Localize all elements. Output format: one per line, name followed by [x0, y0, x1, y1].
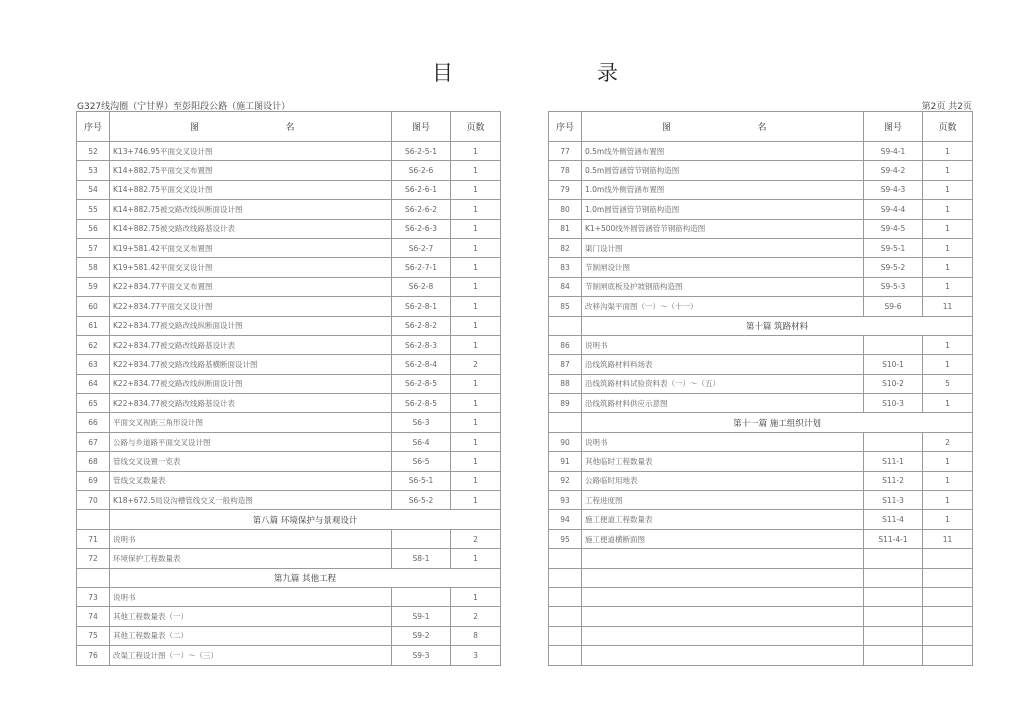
- row-page-count: 1: [451, 238, 501, 257]
- row-drawing-code: S10-1: [864, 355, 923, 374]
- row-drawing-code: S6-2-8-5: [392, 374, 451, 393]
- row-drawing-code: S6-2-8-2: [392, 316, 451, 335]
- row-drawing-name: 说明书: [582, 335, 864, 354]
- section-seq-cell: [549, 316, 582, 335]
- table-row: [77, 646, 501, 665]
- row-drawing-name: 说明书: [110, 529, 392, 548]
- table-row: [549, 491, 973, 510]
- row-page-count: [923, 549, 973, 568]
- row-drawing-name: 其他工程数量表（二）: [110, 626, 392, 645]
- row-seq: 84: [549, 277, 582, 296]
- row-seq: [549, 626, 582, 645]
- row-seq: 73: [77, 587, 110, 606]
- row-page-count: 1: [451, 413, 501, 432]
- row-page-count: 1: [451, 316, 501, 335]
- col-pages-header: 页数: [451, 112, 501, 142]
- row-drawing-code: [864, 646, 923, 665]
- row-seq: 52: [77, 142, 110, 161]
- row-page-count: 2: [923, 432, 973, 451]
- row-page-count: 1: [923, 471, 973, 490]
- row-seq: 77: [549, 142, 582, 161]
- row-drawing-code: [864, 568, 923, 587]
- table-row: [549, 510, 973, 529]
- row-page-count: [923, 607, 973, 626]
- row-seq: 72: [77, 549, 110, 568]
- row-page-count: [923, 626, 973, 645]
- row-drawing-code: S9-4-2: [864, 161, 923, 180]
- row-drawing-code: [864, 432, 923, 451]
- row-drawing-name: K14+882.75被交路改线纵断面设计图: [110, 200, 392, 219]
- row-page-count: 1: [923, 142, 973, 161]
- row-drawing-name: [582, 549, 864, 568]
- row-seq: 78: [549, 161, 582, 180]
- col-code-header: 图号: [392, 112, 451, 142]
- row-drawing-code: [392, 587, 451, 606]
- col-name-header: 图 名: [582, 112, 864, 142]
- row-drawing-name: K14+882.75被交路改线路基设计表: [110, 219, 392, 238]
- row-drawing-code: [864, 587, 923, 606]
- row-seq: [549, 607, 582, 626]
- row-seq: 62: [77, 335, 110, 354]
- row-seq: 93: [549, 491, 582, 510]
- row-seq: 90: [549, 432, 582, 451]
- row-seq: 68: [77, 452, 110, 471]
- table-row: [549, 200, 973, 219]
- row-drawing-name: K14+882.75平面交叉设计图: [110, 180, 392, 199]
- table-row: [549, 142, 973, 161]
- row-page-count: 1: [451, 394, 501, 413]
- row-drawing-code: [864, 626, 923, 645]
- row-page-count: 1: [451, 335, 501, 354]
- row-page-count: 1: [451, 549, 501, 568]
- row-drawing-name: K22+834.77平面交叉布置图: [110, 277, 392, 296]
- table-row: [549, 452, 973, 471]
- row-drawing-name: K1+500线外圆管涵管节钢筋构造图: [582, 219, 864, 238]
- row-drawing-name: [582, 587, 864, 606]
- row-page-count: 1: [451, 200, 501, 219]
- row-seq: 71: [77, 529, 110, 548]
- row-seq: 91: [549, 452, 582, 471]
- row-drawing-name: K19+581.42平面交叉布置图: [110, 238, 392, 257]
- row-drawing-name: K13+746.95平面交叉设计图: [110, 142, 392, 161]
- row-drawing-code: S6-2-6-2: [392, 200, 451, 219]
- row-drawing-code: S9-4-4: [864, 200, 923, 219]
- table-row: [77, 413, 501, 432]
- row-page-count: 1: [451, 258, 501, 277]
- row-page-count: 1: [923, 200, 973, 219]
- row-drawing-name: 沿线筑路材料试验资料表（一）～（五）: [582, 374, 864, 393]
- row-page-count: 1: [923, 258, 973, 277]
- row-page-count: 1: [923, 161, 973, 180]
- row-seq: 63: [77, 355, 110, 374]
- row-drawing-code: S11-2: [864, 471, 923, 490]
- col-code-header: 图号: [864, 112, 923, 142]
- row-drawing-code: [392, 529, 451, 548]
- table-row: [549, 432, 973, 451]
- table-row: [77, 335, 501, 354]
- row-drawing-code: S6-2-8-3: [392, 335, 451, 354]
- row-seq: 75: [77, 626, 110, 645]
- table-row: [77, 277, 501, 296]
- row-drawing-name: 改渠工程设计图（一）～（三）: [110, 646, 392, 665]
- table-row: [549, 355, 973, 374]
- row-drawing-code: [864, 549, 923, 568]
- row-drawing-code: S9-1: [392, 607, 451, 626]
- row-seq: 60: [77, 297, 110, 316]
- table-row: [549, 180, 973, 199]
- row-drawing-code: S11-4-1: [864, 529, 923, 548]
- row-drawing-code: S6-5: [392, 452, 451, 471]
- row-drawing-code: S6-2-7: [392, 238, 451, 257]
- row-drawing-name: [582, 607, 864, 626]
- row-page-count: 1: [451, 471, 501, 490]
- row-drawing-name: 0.5m线外侧管涵布置图: [582, 142, 864, 161]
- row-page-count: 1: [923, 452, 973, 471]
- table-row: [549, 297, 973, 316]
- table-row: [77, 355, 501, 374]
- table-row: [77, 142, 501, 161]
- row-drawing-name: K22+834.77被交路改线纵断面设计图: [110, 374, 392, 393]
- row-seq: [549, 587, 582, 606]
- row-seq: 59: [77, 277, 110, 296]
- row-drawing-code: S9-2: [392, 626, 451, 645]
- row-drawing-name: 说明书: [110, 587, 392, 606]
- row-seq: 94: [549, 510, 582, 529]
- row-drawing-code: S6-2-8: [392, 277, 451, 296]
- row-seq: 95: [549, 529, 582, 548]
- row-page-count: 1: [923, 491, 973, 510]
- row-seq: 61: [77, 316, 110, 335]
- row-page-count: 1: [451, 277, 501, 296]
- table-row: [77, 200, 501, 219]
- row-drawing-code: S11-3: [864, 491, 923, 510]
- row-seq: [549, 646, 582, 665]
- row-page-count: 1: [451, 180, 501, 199]
- row-drawing-name: [582, 568, 864, 587]
- table-row: [77, 549, 501, 568]
- row-drawing-name: 公路临时用地表: [582, 471, 864, 490]
- row-drawing-code: S6-2-6-3: [392, 219, 451, 238]
- row-drawing-name: 环境保护工程数量表: [110, 549, 392, 568]
- table-row: [549, 238, 973, 257]
- row-page-count: 1: [451, 452, 501, 471]
- row-seq: 82: [549, 238, 582, 257]
- row-seq: 57: [77, 238, 110, 257]
- table-row: [77, 394, 501, 413]
- col-seq-header: 序号: [549, 112, 582, 142]
- row-drawing-code: S9-6: [864, 297, 923, 316]
- row-seq: 64: [77, 374, 110, 393]
- row-drawing-name: K22+834.77被交路改线纵断面设计图: [110, 316, 392, 335]
- section-title: 第十一篇 施工组织计划: [582, 413, 973, 432]
- row-drawing-name: 沿线筑路材料料场表: [582, 355, 864, 374]
- section-row: [549, 316, 973, 335]
- row-drawing-code: [864, 607, 923, 626]
- row-seq: 85: [549, 297, 582, 316]
- row-drawing-name: 管线交叉设置一览表: [110, 452, 392, 471]
- page-title-part-2: 录: [597, 61, 618, 85]
- row-drawing-code: S6-4: [392, 432, 451, 451]
- row-seq: 81: [549, 219, 582, 238]
- section-row: [77, 510, 501, 529]
- table-row: [77, 297, 501, 316]
- table-row: [549, 374, 973, 393]
- row-drawing-name: K18+672.5局设沟槽管线交叉一般构造图: [110, 491, 392, 510]
- row-drawing-name: 0.5m圆管涵管节钢筋构造图: [582, 161, 864, 180]
- row-drawing-name: 施工便道横断面图: [582, 529, 864, 548]
- row-seq: 83: [549, 258, 582, 277]
- table-row: [549, 394, 973, 413]
- row-page-count: 1: [451, 491, 501, 510]
- row-drawing-code: S9-5-1: [864, 238, 923, 257]
- row-drawing-code: S6-2-6: [392, 161, 451, 180]
- row-page-count: 1: [451, 587, 501, 606]
- row-seq: 79: [549, 180, 582, 199]
- table-row: [77, 607, 501, 626]
- row-drawing-name: 管线交叉数量表: [110, 471, 392, 490]
- table-row: [549, 587, 973, 606]
- row-seq: [549, 549, 582, 568]
- row-page-count: 5: [923, 374, 973, 393]
- index-table-right: [548, 111, 973, 666]
- row-drawing-code: S9-4-1: [864, 142, 923, 161]
- row-drawing-code: S9-4-5: [864, 219, 923, 238]
- row-page-count: 1: [923, 335, 973, 354]
- row-seq: 88: [549, 374, 582, 393]
- row-drawing-name: 施工便道工程数量表: [582, 510, 864, 529]
- table-row: [77, 258, 501, 277]
- index-table-left: [76, 111, 501, 666]
- row-page-count: 1: [451, 142, 501, 161]
- section-title: 第八篇 环境保护与景观设计: [110, 510, 501, 529]
- row-seq: 92: [549, 471, 582, 490]
- table-row: [549, 219, 973, 238]
- row-drawing-name: 节制闸底板及护坡钢筋构造图: [582, 277, 864, 296]
- row-seq: 66: [77, 413, 110, 432]
- row-drawing-code: S10-2: [864, 374, 923, 393]
- row-seq: 74: [77, 607, 110, 626]
- row-drawing-name: 1.0m线外侧管涵布置图: [582, 180, 864, 199]
- row-drawing-code: S6-3: [392, 413, 451, 432]
- row-drawing-name: [582, 626, 864, 645]
- row-drawing-code: S10-3: [864, 394, 923, 413]
- table-row: [549, 607, 973, 626]
- row-page-count: 1: [923, 277, 973, 296]
- table-row: [549, 335, 973, 354]
- row-page-count: 1: [923, 180, 973, 199]
- row-drawing-name: 说明书: [582, 432, 864, 451]
- row-drawing-code: S9-3: [392, 646, 451, 665]
- row-drawing-name: 1.0m圆管涵管节钢筋构造图: [582, 200, 864, 219]
- row-drawing-code: S11-1: [864, 452, 923, 471]
- row-seq: 76: [77, 646, 110, 665]
- row-drawing-name: 其他临时工程数量表: [582, 452, 864, 471]
- row-drawing-name: 渠门设计图: [582, 238, 864, 257]
- table-row: [77, 491, 501, 510]
- row-seq: [549, 568, 582, 587]
- row-drawing-name: 其他工程数量表（一）: [110, 607, 392, 626]
- row-seq: 89: [549, 394, 582, 413]
- row-page-count: 2: [451, 529, 501, 548]
- row-drawing-code: S6-5-1: [392, 471, 451, 490]
- row-page-count: 2: [451, 355, 501, 374]
- row-drawing-code: S6-2-8-1: [392, 297, 451, 316]
- row-page-count: 2: [451, 607, 501, 626]
- row-seq: 86: [549, 335, 582, 354]
- table-row: [77, 452, 501, 471]
- row-drawing-code: S9-5-3: [864, 277, 923, 296]
- row-seq: 69: [77, 471, 110, 490]
- row-drawing-code: S6-2-7-1: [392, 258, 451, 277]
- row-seq: 54: [77, 180, 110, 199]
- row-page-count: 1: [923, 355, 973, 374]
- row-drawing-name: K22+834.77被交路改线路基横断面设计图: [110, 355, 392, 374]
- row-page-count: 1: [451, 219, 501, 238]
- row-drawing-code: S9-4-3: [864, 180, 923, 199]
- row-drawing-code: S6-2-8-4: [392, 355, 451, 374]
- section-title: 第十篇 筑路材料: [582, 316, 973, 335]
- row-drawing-name: 公路与乡道路平面交叉设计图: [110, 432, 392, 451]
- table-row: [77, 180, 501, 199]
- row-seq: 70: [77, 491, 110, 510]
- section-row: [77, 568, 501, 587]
- row-page-count: [923, 646, 973, 665]
- row-seq: 58: [77, 258, 110, 277]
- row-drawing-name: 工程进度图: [582, 491, 864, 510]
- section-seq-cell: [549, 413, 582, 432]
- col-name-header: 图 名: [110, 112, 392, 142]
- row-drawing-name: [582, 646, 864, 665]
- row-drawing-name: 沿线筑路材料供应示意图: [582, 394, 864, 413]
- row-seq: 87: [549, 355, 582, 374]
- section-row: [549, 413, 973, 432]
- row-seq: 53: [77, 161, 110, 180]
- row-page-count: 3: [451, 646, 501, 665]
- section-title: 第九篇 其他工程: [110, 568, 501, 587]
- table-row: [549, 258, 973, 277]
- row-page-count: 11: [923, 529, 973, 548]
- row-page-count: 1: [451, 374, 501, 393]
- page-title-part-1: 目: [432, 61, 453, 85]
- table-row: [77, 316, 501, 335]
- table-row: [77, 471, 501, 490]
- table-header-row: [77, 112, 501, 142]
- row-drawing-name: K14+882.75平面交叉布置图: [110, 161, 392, 180]
- row-drawing-code: S6-2-6-1: [392, 180, 451, 199]
- row-drawing-code: S9-5-2: [864, 258, 923, 277]
- table-row: [77, 219, 501, 238]
- table-row: [549, 626, 973, 645]
- row-drawing-name: 改移沟渠平面图（一）～（十一）: [582, 297, 864, 316]
- table-row: [549, 529, 973, 548]
- project-title: G327线沟圈（宁甘界）至彭阳段公路（施工图设计）: [77, 102, 291, 112]
- row-drawing-name: 平面交叉视距三角形设计图: [110, 413, 392, 432]
- row-drawing-name: K19+581.42平面交叉设计图: [110, 258, 392, 277]
- row-page-count: 8: [451, 626, 501, 645]
- row-page-count: 1: [451, 161, 501, 180]
- row-page-count: 11: [923, 297, 973, 316]
- row-page-count: 1: [923, 510, 973, 529]
- table-row: [77, 529, 501, 548]
- col-pages-header: 页数: [923, 112, 973, 142]
- table-row: [77, 587, 501, 606]
- row-seq: 65: [77, 394, 110, 413]
- table-row: [549, 471, 973, 490]
- table-row: [549, 568, 973, 587]
- section-seq-cell: [77, 568, 110, 587]
- section-seq-cell: [77, 510, 110, 529]
- table-row: [77, 161, 501, 180]
- table-row: [77, 432, 501, 451]
- table-row: [77, 626, 501, 645]
- row-drawing-code: S6-2-5-1: [392, 142, 451, 161]
- page-count: 第2页 共2页: [921, 102, 972, 112]
- row-seq: 80: [549, 200, 582, 219]
- row-drawing-code: S6-2-8-5: [392, 394, 451, 413]
- col-seq-header: 序号: [77, 112, 110, 142]
- row-page-count: 1: [923, 394, 973, 413]
- row-seq: 55: [77, 200, 110, 219]
- table-row: [77, 374, 501, 393]
- table-row: [549, 161, 973, 180]
- row-drawing-name: K22+834.77平面交叉设计图: [110, 297, 392, 316]
- table-row: [549, 549, 973, 568]
- row-drawing-name: 节制闸设计图: [582, 258, 864, 277]
- row-drawing-name: K22+834.77被交路改线路基设计表: [110, 335, 392, 354]
- row-drawing-code: S11-4: [864, 510, 923, 529]
- table-row: [549, 277, 973, 296]
- table-row: [549, 646, 973, 665]
- table-header-row: [549, 112, 973, 142]
- row-page-count: 1: [923, 219, 973, 238]
- row-seq: 56: [77, 219, 110, 238]
- row-drawing-code: S8-1: [392, 549, 451, 568]
- row-page-count: 1: [451, 432, 501, 451]
- row-drawing-code: [864, 335, 923, 354]
- row-drawing-code: S6-5-2: [392, 491, 451, 510]
- row-page-count: [923, 568, 973, 587]
- row-page-count: [923, 587, 973, 606]
- table-row: [77, 238, 501, 257]
- row-page-count: 1: [923, 238, 973, 257]
- row-page-count: 1: [451, 297, 501, 316]
- row-seq: 67: [77, 432, 110, 451]
- row-drawing-name: K22+834.77被交路改线路基设计表: [110, 394, 392, 413]
